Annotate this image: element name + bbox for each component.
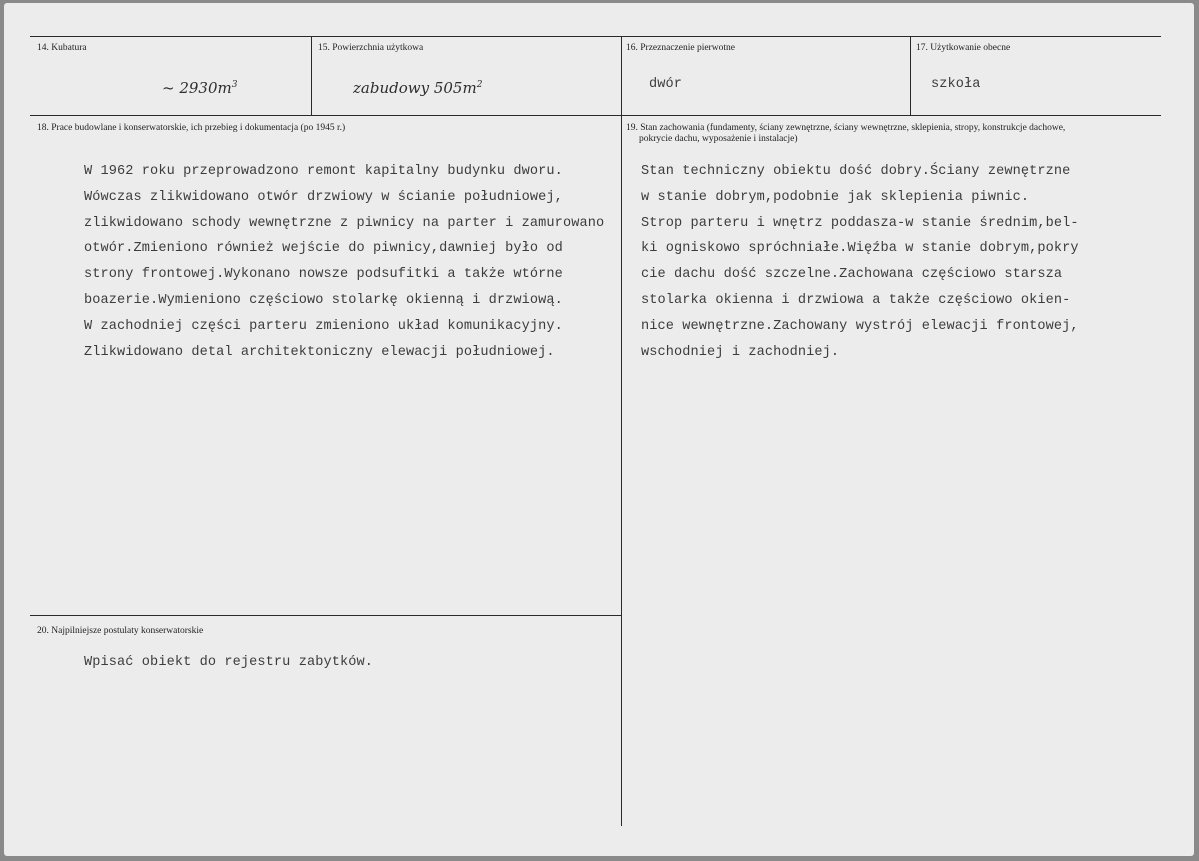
kubatura-value-exp: 3 xyxy=(231,80,238,90)
powierzchnia-value xyxy=(353,79,482,97)
kubatura-label: 14. Kubatura xyxy=(37,43,87,53)
inventory-card xyxy=(4,3,1194,856)
prace-line: W zachodniej części parteru zmieniono układ komunikacyjny. xyxy=(84,318,563,334)
prace-line: zlikwidowano schody wewnętrzne z piwnicy na parter i zamurowano xyxy=(84,215,605,231)
stan-label xyxy=(626,123,1065,145)
stan-label-line-1: 19. Stan zachowania (fundamenty, ściany zewnętrzne, ściany wewnętrzne, sklepienia, stropy, konstrukcje dachowe, xyxy=(626,123,1066,133)
powierzchnia-label: 15. Powierzchnia użytkowa xyxy=(318,43,424,53)
header-row-rule xyxy=(30,115,1161,116)
prace-line: boazerie.Wymieniono częściowo stolarkę okienną i drzwiową. xyxy=(84,292,563,308)
prace-line: Wówczas zlikwidowano otwór drzwiowy w ścianie południowej, xyxy=(84,189,563,205)
stan-line: w stanie dobrym,podobnie jak sklepienia piwnic. xyxy=(641,189,1030,205)
stan-line: stolarka okienna i drzwiowa a także częściowo okien- xyxy=(641,292,1071,308)
przeznaczenie-label: 16. Przeznaczenie pierwotne xyxy=(626,43,735,53)
przeznaczenie-value: dwór xyxy=(649,77,683,92)
stan-line: cie dachu dość szczelne.Zachowana częściowo starsza xyxy=(641,267,1063,283)
uzytkowanie-label: 17. Użytkowanie obecne xyxy=(916,43,1011,53)
prace-line: Zlikwidowano detal architektoniczny elewacji południowej. xyxy=(84,344,555,360)
stan-line: Stan techniczny obiektu dość dobry.Ściany zewnętrzne xyxy=(641,164,1071,179)
stan-line: nice wewnętrzne.Zachowany wystrój elewacji frontowej, xyxy=(641,318,1079,334)
stan-line: wschodniej i zachodniej. xyxy=(641,344,840,360)
postulaty-label: 20. Najpilniejsze postulaty konserwatorskie xyxy=(37,626,204,636)
stan-line: Strop parteru i wnętrz poddasza-w stanie średnim,bel- xyxy=(641,215,1079,231)
stan-line: ki ogniskowo spróchniałe.Więźba w stanie dobrym,pokry xyxy=(641,241,1079,257)
prace-line: W 1962 roku przeprowadzono remont kapitalny budynku dworu. xyxy=(84,164,563,179)
uzytkowanie-value: szkoła xyxy=(931,77,981,92)
prace-line: strony frontowej.Wykonano nowsze podsufitki a także wtórne xyxy=(84,267,563,283)
powierzchnia-value-exp: 2 xyxy=(476,80,483,90)
col-divider-3 xyxy=(910,36,911,115)
prace-line: otwór.Zmieniono również wejście do piwnicy,dawniej było od xyxy=(84,241,563,257)
kubatura-value-text: ~ 2930m xyxy=(162,79,232,97)
stan-text xyxy=(641,159,1079,365)
prace-text xyxy=(84,159,604,365)
col-divider-2 xyxy=(621,36,622,826)
top-rule xyxy=(30,36,1161,37)
kubatura-value xyxy=(162,79,237,97)
prace-label: 18. Prace budowlane i konserwatorskie, ich przebieg i dokumentacja (po 1945 r.) xyxy=(37,123,346,133)
col-divider-1 xyxy=(311,36,312,115)
powierzchnia-value-text: zabudowy 505m xyxy=(353,79,477,97)
stan-label-line-2: pokrycie dachu, wyposażenie i instalacje) xyxy=(639,134,798,144)
postulaty-rule xyxy=(30,615,621,616)
postulaty-value: Wpisać obiekt do rejestru zabytków. xyxy=(84,655,374,670)
